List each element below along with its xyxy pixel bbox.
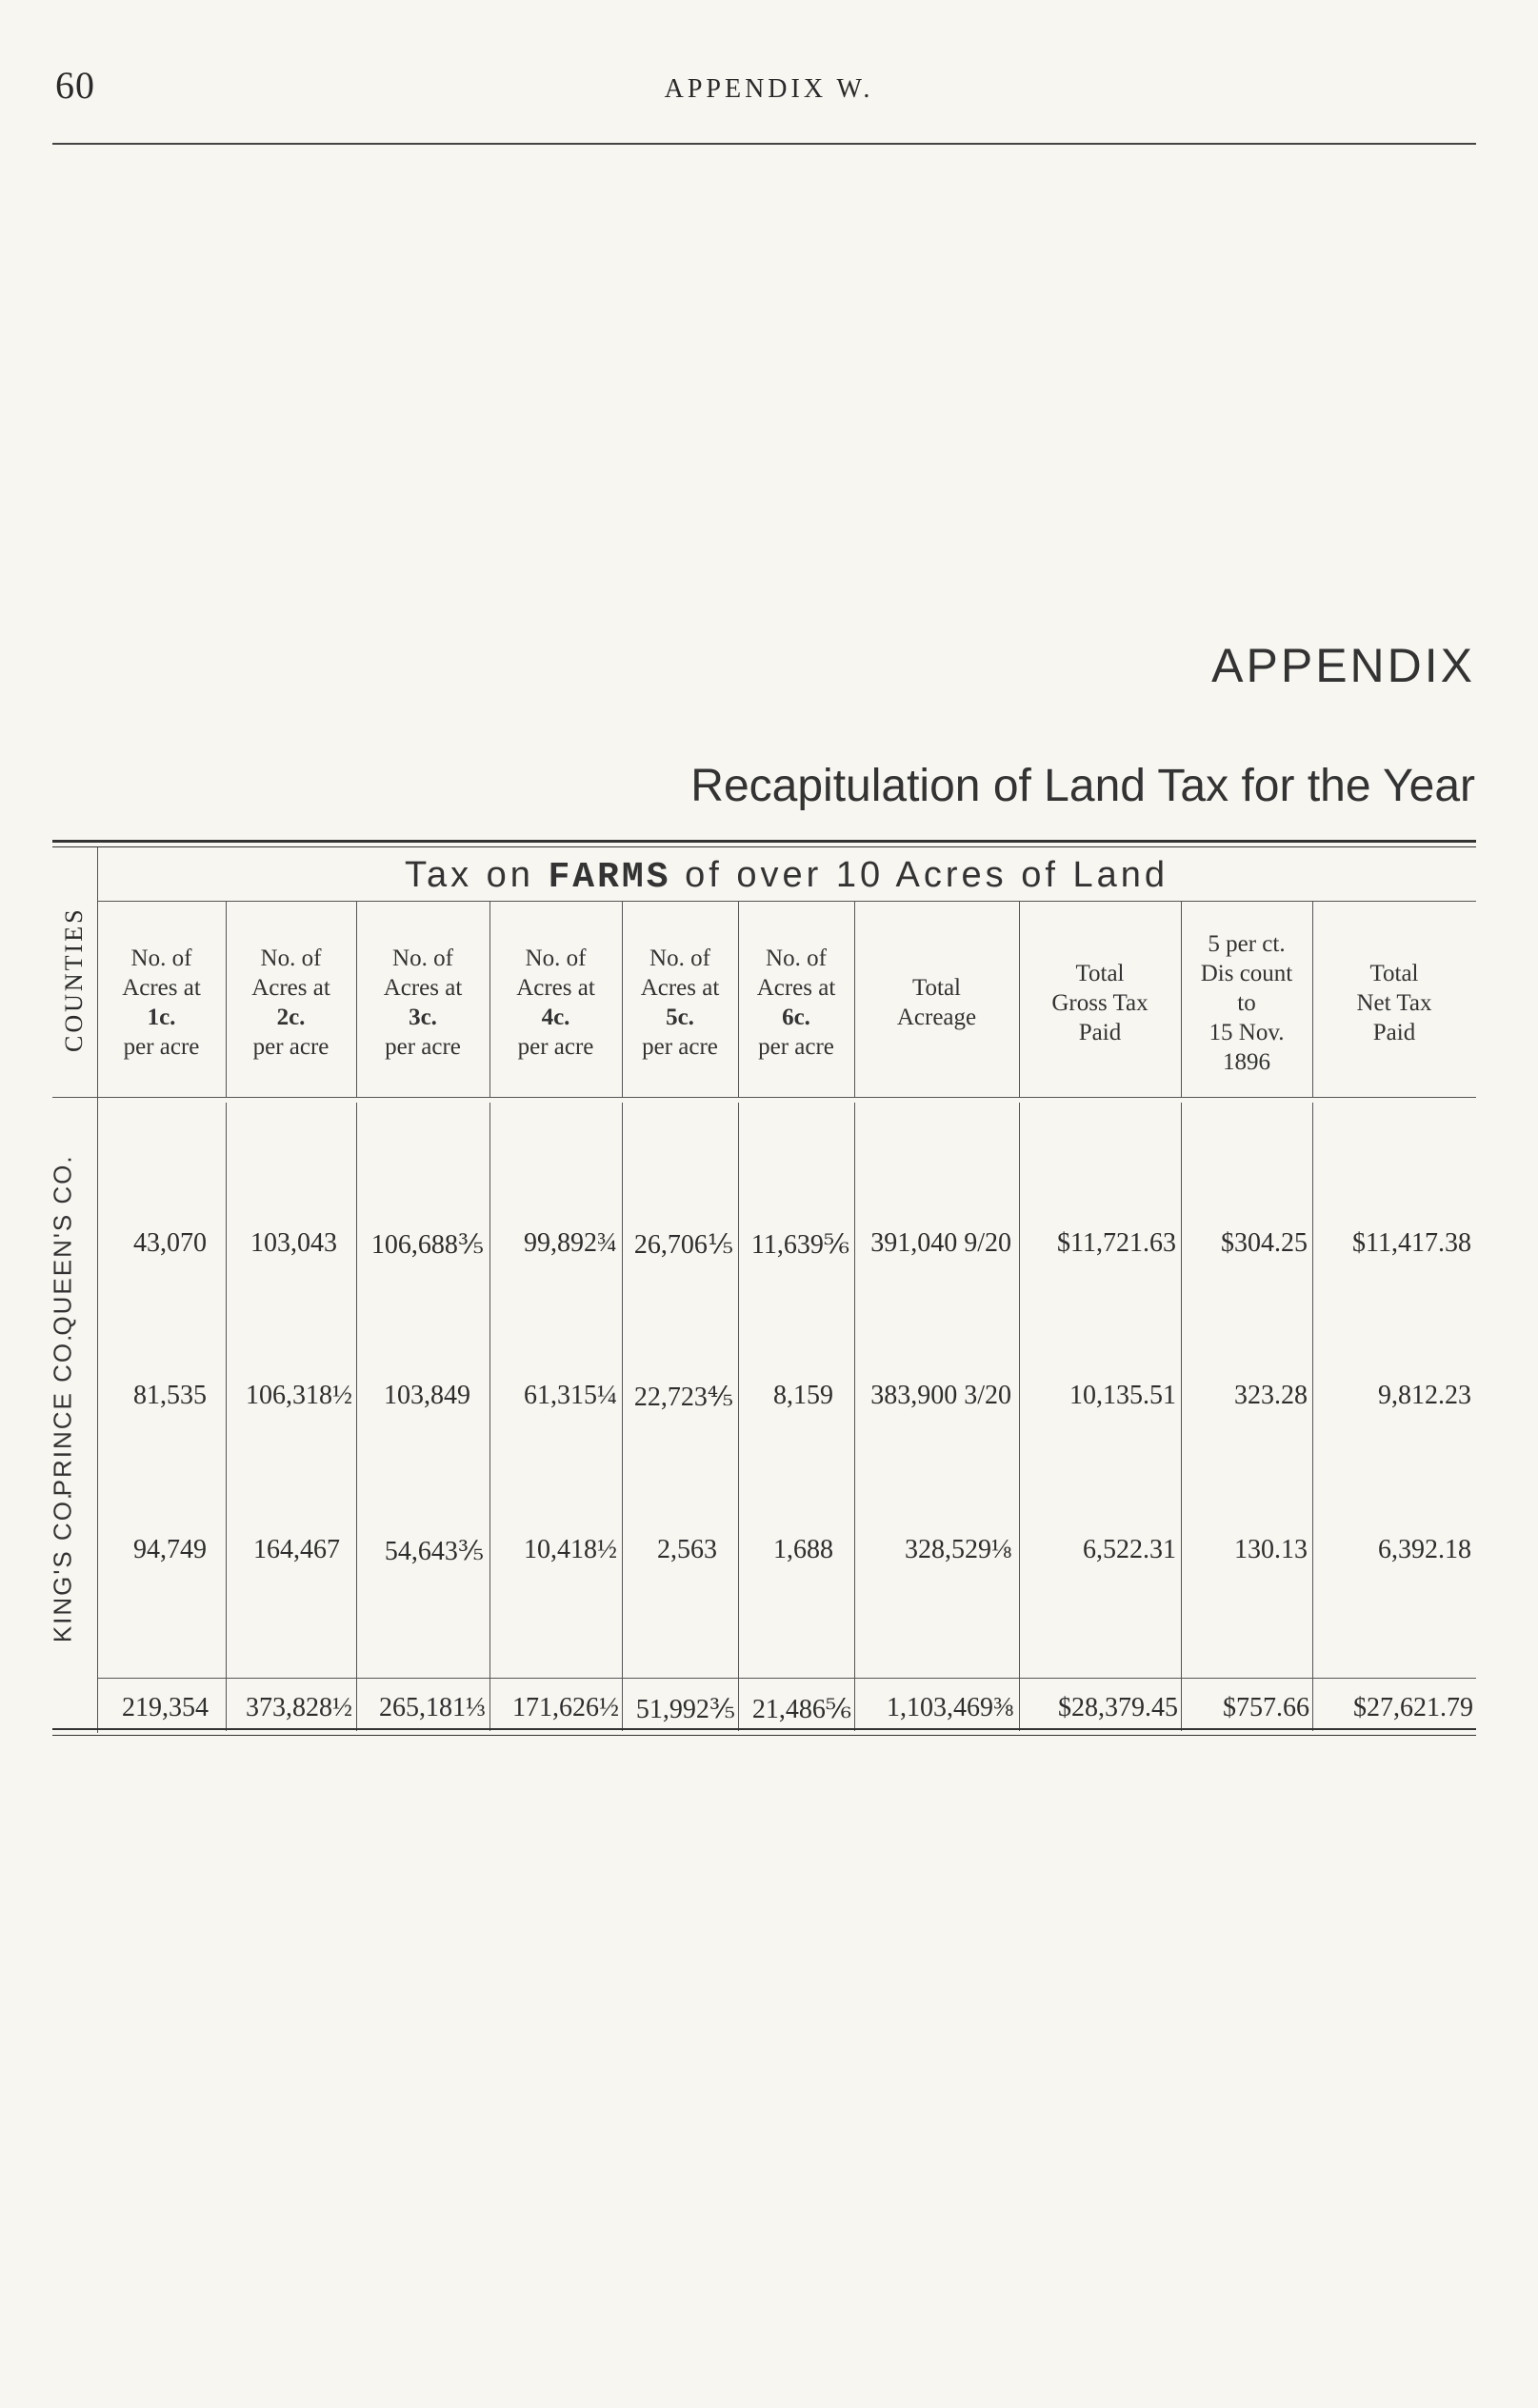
header-col-1: [97, 912, 226, 1093]
county-name: KING'S CO.: [48, 1490, 77, 1643]
header-line: 6c.: [782, 1005, 810, 1030]
table-cell: 94,749: [133, 1535, 207, 1564]
totals-top-rule: [97, 1678, 1476, 1679]
header-line: Net Tax: [1356, 989, 1432, 1016]
table-cell: 103,043: [250, 1228, 337, 1258]
table-cell: 22,723⅘: [633, 1383, 733, 1412]
table-cell: 1,688: [773, 1535, 833, 1564]
total-cell: 171,626½: [512, 1693, 619, 1722]
table-cell: 10,418½: [524, 1535, 617, 1564]
header-line: Gross Tax: [1051, 989, 1149, 1016]
header-line: No. of: [260, 945, 322, 971]
page-number: 60: [55, 64, 95, 107]
header-rule: [52, 143, 1476, 145]
banner-bottom-rule: [97, 901, 1476, 902]
header-line: Total: [1075, 960, 1125, 986]
table-cell: 391,040 9/20: [870, 1228, 1011, 1258]
table-cell: 8,159: [773, 1381, 833, 1410]
header-line: 5 per ct.: [1208, 930, 1286, 957]
col-divider: [489, 1103, 490, 1731]
table-cell: 383,900 3/20: [870, 1381, 1011, 1410]
header-line: Acres at: [516, 975, 595, 1001]
header-line: Paid: [1372, 1019, 1416, 1045]
header-line: 5c.: [666, 1005, 694, 1030]
header-line: No. of: [766, 945, 827, 971]
table-cell: 130.13: [1234, 1535, 1308, 1564]
table-top-rule: [52, 840, 1476, 843]
header-line: Acreage: [896, 1005, 977, 1030]
tax-banner: [97, 855, 1476, 899]
running-head: APPENDIX W.: [664, 74, 874, 104]
col-divider: [1181, 1103, 1182, 1731]
total-cell: 21,486⅚: [751, 1695, 851, 1724]
table-cell: 11,639⅚: [750, 1230, 849, 1260]
header-line: per acre: [252, 1034, 330, 1060]
table-cell: $11,417.38: [1352, 1228, 1471, 1258]
total-cell: 219,354: [122, 1693, 209, 1722]
header-line: Total: [911, 975, 961, 1001]
col-divider: [622, 1103, 623, 1731]
table-cell: 10,135.51: [1069, 1381, 1176, 1410]
header-line: Acres at: [122, 975, 201, 1001]
col-divider: [356, 1103, 357, 1731]
table-cell: 99,892¾: [524, 1228, 617, 1258]
header-col-9: [1181, 912, 1312, 1093]
table-top-rule-thin: [52, 846, 1476, 847]
col-divider: [854, 1103, 855, 1731]
header-line: 2c.: [276, 1005, 306, 1030]
total-cell: 51,992⅗: [635, 1695, 735, 1724]
header-line: 3c.: [409, 1005, 437, 1030]
table-cell: 9,812.23: [1378, 1381, 1471, 1410]
header-col-8: [1019, 912, 1181, 1093]
total-cell: $757.66: [1223, 1693, 1309, 1722]
header-line: No. of: [525, 945, 587, 971]
table-cell: $11,721.63: [1057, 1228, 1176, 1258]
header-line: to: [1237, 989, 1256, 1016]
header-line: per acre: [385, 1034, 461, 1060]
header-bottom-rule: [52, 1097, 1476, 1098]
county-name: PRINCE CO.: [48, 1332, 77, 1497]
header-line: Paid: [1078, 1019, 1122, 1045]
header-line: 15 Nov.: [1208, 1019, 1285, 1045]
counties-header: COUNTIES: [60, 906, 88, 1052]
header-line: per acre: [642, 1034, 718, 1060]
county-name: QUEEN'S CO.: [48, 1154, 77, 1336]
table-cell: $304.25: [1221, 1228, 1308, 1258]
header-line: 1896: [1223, 1048, 1270, 1075]
header-line: 4c.: [541, 1005, 570, 1030]
header-line: No. of: [392, 945, 453, 971]
tax-banner-post: of over 10 Acres of Land: [670, 855, 1169, 895]
total-cell: 1,103,469⅜: [887, 1693, 1013, 1722]
col-divider: [1019, 1103, 1020, 1731]
header-line: Acres at: [251, 975, 330, 1001]
table-cell: 81,535: [133, 1381, 207, 1410]
header-line: Acres at: [640, 975, 720, 1001]
header-line: per acre: [758, 1034, 834, 1060]
col-divider: [226, 1103, 227, 1731]
tax-banner-pre: Tax on: [404, 855, 549, 895]
header-col-7: [854, 912, 1019, 1093]
table-cell: 6,392.18: [1378, 1535, 1471, 1564]
table-cell: 106,688⅗: [370, 1230, 484, 1260]
header-line: No. of: [130, 945, 192, 971]
total-cell: 373,828½: [246, 1693, 352, 1722]
col-divider: [1312, 1103, 1313, 1731]
total-cell: 265,181⅓: [379, 1693, 486, 1722]
table-cell: 164,467: [253, 1535, 340, 1564]
table-cell: 328,529⅛: [905, 1535, 1011, 1564]
header-line: No. of: [649, 945, 710, 971]
header-col-3: [356, 912, 489, 1093]
header-col-10: [1312, 912, 1476, 1093]
header-line: Acres at: [383, 975, 463, 1001]
table-cell: 26,706⅕: [633, 1230, 733, 1260]
header-line: per acre: [123, 1034, 200, 1060]
header-line: 1c.: [147, 1005, 176, 1030]
header-line: Dis count: [1200, 960, 1293, 986]
header-col-2: [226, 912, 356, 1093]
header-col-6: [738, 912, 854, 1093]
table-cell: 61,315¼: [524, 1381, 617, 1410]
table-bottom-rule: [52, 1728, 1476, 1730]
table-cell: 103,849: [384, 1381, 470, 1410]
appendix-title: APPENDIX: [1211, 639, 1475, 692]
table-title: Recapitulation of Land Tax for the Year: [690, 761, 1475, 811]
total-cell: $27,621.79: [1353, 1693, 1473, 1722]
total-cell: $28,379.45: [1058, 1693, 1178, 1722]
table-cell: 323.28: [1234, 1381, 1308, 1410]
header-line: per acre: [517, 1034, 594, 1060]
header-col-4: [489, 912, 622, 1093]
col-divider: [738, 1103, 739, 1731]
header-line: Total: [1369, 960, 1419, 986]
tax-banner-farms: FARMS: [548, 857, 671, 898]
table-cell: 54,643⅗: [384, 1537, 484, 1566]
header-col-5: [622, 912, 738, 1093]
table-cell: 2,563: [657, 1535, 717, 1564]
table-cell: 106,318½: [246, 1381, 352, 1410]
table-bottom-rule-thin: [52, 1735, 1476, 1736]
header-line: Acres at: [756, 975, 836, 1001]
table-cell: 43,070: [133, 1228, 207, 1258]
table-cell: 6,522.31: [1083, 1535, 1176, 1564]
